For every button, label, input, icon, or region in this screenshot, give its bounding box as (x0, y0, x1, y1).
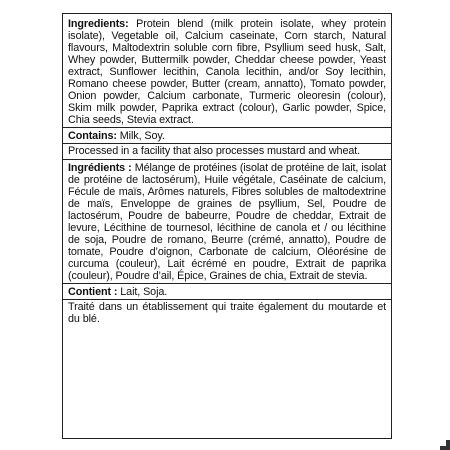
french-ingredients-heading: Ingrédients : (68, 161, 132, 174)
divider (63, 143, 391, 144)
french-facility-note: Traité dans un établissement qui traite également du moutarde et du blé. (68, 301, 386, 326)
english-ingredients-heading: Ingredients: (68, 18, 129, 30)
divider (63, 127, 391, 128)
french-ingredients-text: Mélange de protéines (isolat de protéine de lait, isolat de protéine de lactosérum), Huile végétale, Caséinate de calcium, Fécule de maïs, Arômes naturels, Fibres solubles de maltodextrine de maïs, Enveloppe de graines de psyllium, Sel, Poudre de lactosérum, Poudre de babeurre, Poudre de cheddar, Extrait de levure, Lécithine de tournesol, lécithine de canola et / ou lécithine de soja, Poudre de romano, Beurre (crémé, annatto), Poudre de tomate, Poudre d’oignon, Carbonate de calcium, Oléorésine de curcuma (couleur), Lait écrémé en poudre, Extrait de paprika (couleur), Poudre d’ail, Épice, Graines de chia, Extrait de stevia. (68, 161, 386, 282)
english-contains-text: Milk, Soy. (116, 130, 165, 143)
english-ingredients-text: Protein blend (milk protein isolate, whey protein isolate), Vegetable oil, Calcium caseinate, Corn starch, Natural flavours, Maltodextrin soluble corn fibre, Psyllium seed husk, Salt, Whey powder, Buttermilk powder, Cheddar cheese powder, Yeast extract, Sunflower lecithin, Canola lecithin, and/or Soy lecithin, Romano cheese powder, Butter (cream, annatto), Tomato powder, Onion powder, Calcium carbonate, Turmeric oleoresin (colour), Skim milk powder, Paprika extract (colour), Garlic powder, Spice, Chia seeds, Stevia extract. (68, 18, 386, 127)
english-contains-block (68, 130, 386, 142)
divider (63, 283, 391, 284)
french-contains-heading: Contient : (68, 285, 118, 298)
ingredients-label-panel (62, 13, 392, 439)
french-ingredients-block (68, 162, 386, 282)
english-ingredients-block (68, 18, 386, 126)
divider (63, 299, 391, 300)
english-contains-heading: Contains: (68, 130, 117, 143)
french-contains-block (68, 286, 386, 298)
french-contains-text: Lait, Soja. (117, 285, 168, 298)
divider (63, 159, 391, 160)
corner-crop-mark (440, 440, 450, 450)
english-facility-note: Processed in a facility that also processes mustard and wheat. (68, 145, 361, 158)
